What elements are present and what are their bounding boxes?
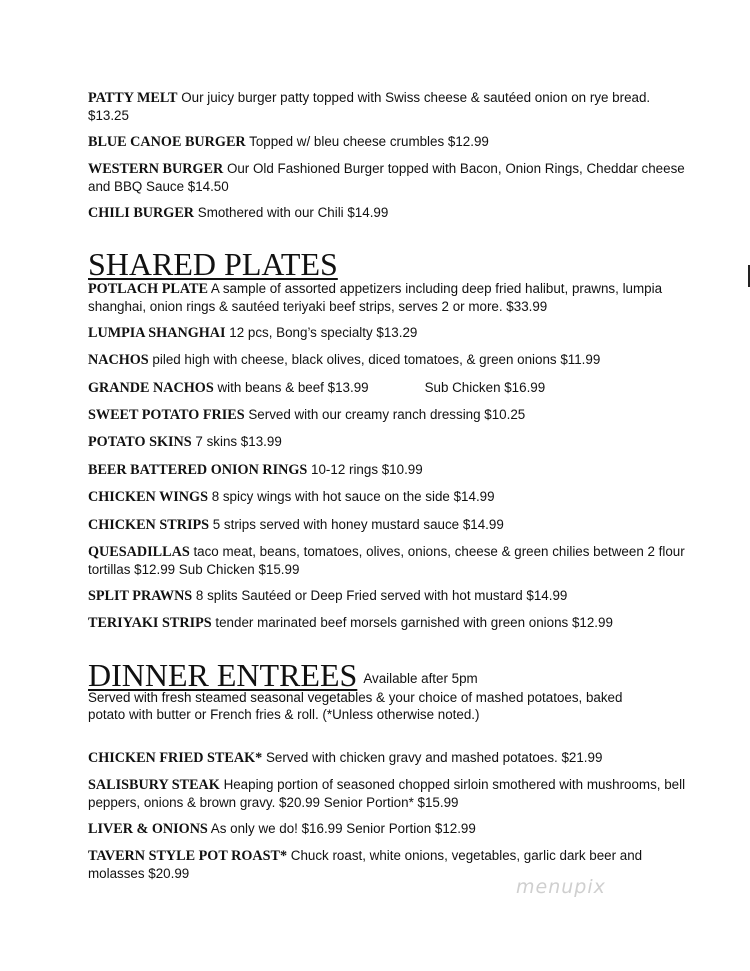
item-desc: 8 splits Sautéed or Deep Fried served with hot mustard $14.99: [192, 588, 568, 603]
menu-item-quesadillas: [88, 543, 688, 578]
item-desc: Served with our creamy ranch dressing $10.25: [244, 407, 526, 422]
item-name: TAVERN STYLE POT ROAST*: [88, 848, 288, 864]
item-name: CHICKEN WINGS: [88, 489, 208, 505]
item-desc: Heaping portion of seasoned chopped sirloin smothered with mushrooms, bell peppers, onions & brown gravy. $20.99 Senior Portion* $15.99: [88, 777, 686, 810]
menu-item-beer-battered-onion-rings: [88, 461, 688, 479]
item-name: SPLIT PRAWNS: [88, 588, 193, 604]
item-desc: 12 pcs, Bong’s specialty $13.29: [225, 325, 418, 340]
item-desc: As only we do! $16.99 Senior Portion $12.99: [207, 821, 476, 836]
watermark-logo: menupix: [516, 876, 606, 898]
section-intro: Served with fresh steamed seasonal vegetables & your choice of mashed potatoes, baked potato with butter or French fries & roll. (*Unless otherwise noted.): [88, 690, 623, 722]
item-name: CHILI BURGER: [88, 205, 195, 221]
menu-item-chicken-strips: [88, 516, 688, 534]
menu-item-split-prawns: [88, 587, 688, 605]
item-desc: taco meat, beans, tomatoes, olives, onions, cheese & green chilies between 2 flour tortillas $12.99 Sub Chicken $15.99: [88, 544, 685, 577]
item-name: PATTY MELT: [88, 90, 178, 106]
item-name: POTLACH PLATE: [88, 281, 208, 297]
menu-item-nachos: [88, 351, 688, 369]
item-name: TERIYAKI STRIPS: [88, 615, 212, 631]
item-name: QUESADILLAS: [88, 544, 190, 560]
item-desc: 10-12 rings $10.99: [307, 462, 423, 477]
item-name: BLUE CANOE BURGER: [88, 134, 246, 150]
menu-item-chicken-fried-steak: [88, 749, 688, 767]
item-desc: Served with chicken gravy and mashed potatoes. $21.99: [262, 750, 603, 765]
item-desc: Our Old Fashioned Burger topped with Bacon, Onion Rings, Cheddar cheese and BBQ Sauce $14.50: [88, 161, 685, 194]
menu-item-chili-burger: [88, 204, 688, 222]
item-desc: A sample of assorted appetizers including deep fried halibut, prawns, lumpia shanghai, onion rings & sautéed teriyaki beef strips, serves 2 or more. $33.99: [88, 281, 663, 314]
item-name: CHICKEN STRIPS: [88, 517, 210, 533]
item-desc: with beans & beef $13.99: [213, 380, 369, 395]
item-desc: 7 skins $13.99: [191, 434, 282, 449]
item-desc: piled high with cheese, black olives, diced tomatoes, & green onions $11.99: [148, 352, 601, 367]
menu-item-western-burger: [88, 160, 688, 195]
section-title-text: DINNER ENTREES: [88, 657, 358, 693]
item-desc: Our juicy burger patty topped with Swiss cheese & sautéed onion on rye bread. $13.25: [88, 90, 651, 123]
menu-item-liver-and-onions: [88, 820, 688, 838]
item-name: LUMPIA SHANGHAI: [88, 325, 226, 341]
menu-item-lumpia-shanghai: [88, 324, 688, 342]
item-name: SALISBURY STEAK: [88, 777, 220, 793]
menu-item-teriyaki-strips: [88, 614, 688, 632]
item-name: GRANDE NACHOS: [88, 380, 214, 396]
item-name: POTATO SKINS: [88, 434, 192, 450]
item-desc: Smothered with our Chili $14.99: [194, 205, 389, 220]
menu-item-chicken-wings: [88, 488, 688, 506]
menu-item-potlach-plate: [88, 280, 688, 315]
item-desc: 8 spicy wings with hot sauce on the side $14.99: [207, 489, 495, 504]
menu-item-grande-nachos: [88, 379, 688, 397]
item-name: LIVER & ONIONS: [88, 821, 208, 837]
item-name: CHICKEN FRIED STEAK*: [88, 750, 263, 766]
menu-item-blue-canoe-burger: [88, 133, 688, 151]
menu-item-sweet-potato-fries: [88, 406, 688, 424]
item-desc: 5 strips served with honey mustard sauce $14.99: [209, 517, 504, 532]
item-desc: Topped w/ bleu cheese crumbles $12.99: [245, 134, 489, 149]
menu-item-potato-skins: [88, 433, 688, 451]
item-desc: Chuck roast, white onions, vegetables, garlic dark beer and molasses $20.99: [88, 848, 643, 881]
section-note: Available after 5pm: [363, 671, 478, 686]
item-extra: Sub Chicken $16.99: [424, 380, 546, 395]
menu-item-salisbury-steak: [88, 776, 688, 811]
item-name: SWEET POTATO FRIES: [88, 407, 245, 423]
menu-item-patty-melt: [88, 89, 688, 124]
item-name: NACHOS: [88, 352, 149, 368]
item-desc: tender marinated beef morsels garnished with green onions $12.99: [211, 615, 613, 630]
item-name: WESTERN BURGER: [88, 161, 224, 177]
section-title-shared-plates: SHARED PLATES: [88, 246, 338, 282]
item-name: BEER BATTERED ONION RINGS: [88, 462, 308, 478]
